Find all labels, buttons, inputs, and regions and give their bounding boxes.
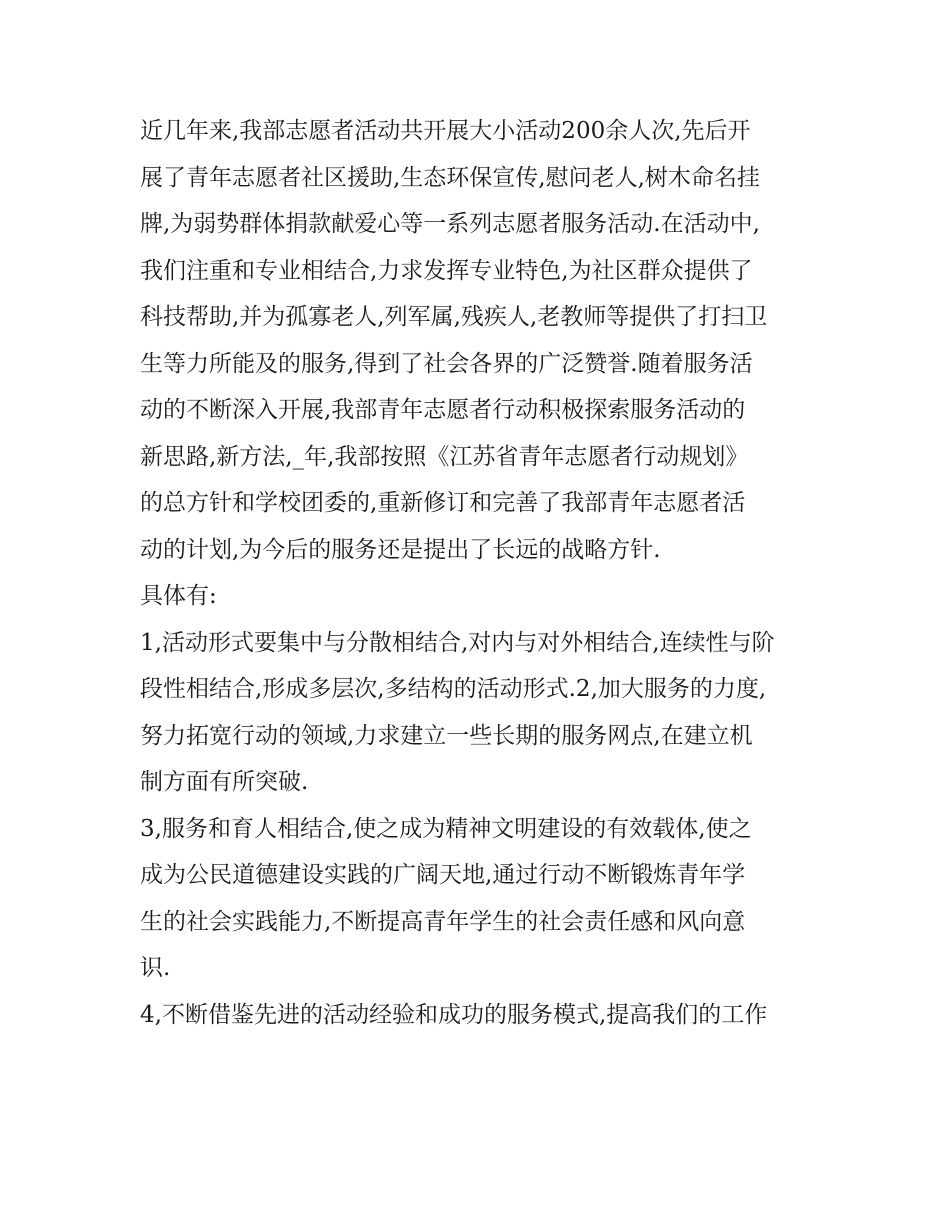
text-line: 生等力所能及的服务,得到了社会各界的广泛赞誉.随着服务活 bbox=[140, 350, 753, 377]
list-item-line: 努力拓宽行动的领域,力求建立一些长期的服务网点,在建立机 bbox=[140, 722, 753, 749]
text-line: 的总方针和学校团委的,重新修订和完善了我部青年志愿者活 bbox=[140, 490, 746, 516]
list-item-line: 生的社会实践能力,不断提高青年学生的社会责任感和风向意 bbox=[140, 908, 746, 935]
text-line: 动的不断深入开展,我部青年志愿者行动积极探索服务活动的 bbox=[140, 397, 746, 423]
list-item-line: 成为公民道德建设实践的广阔天地,通过行动不断锻炼青年学 bbox=[140, 862, 746, 888]
list-item-line: 4,不断借鉴先进的活动经验和成功的服务模式,提高我们的工作 bbox=[140, 1001, 768, 1028]
text-line: 展了青年志愿者社区援助,生态环保宣传,慰问老人,树木命名挂 bbox=[140, 164, 760, 191]
text-line: 牌,为弱势群体捐款献爱心等一系列志愿者服务活动.在活动中, bbox=[140, 211, 760, 237]
list-intro-line: 具体有: bbox=[140, 583, 217, 609]
list-item-line: 段性相结合,形成多层次,多结构的活动形式.2,加大服务的力度, bbox=[140, 676, 767, 702]
text-line: 近几年来,我部志愿者活动共开展大小活动200余人次,先后开 bbox=[140, 118, 751, 144]
list-item-line: 3,服务和育人相结合,使之成为精神文明建设的有效载体,使之 bbox=[140, 815, 752, 842]
list-item-line: 识. bbox=[140, 955, 171, 981]
body-text bbox=[140, 108, 820, 1038]
list-item-line: 1,活动形式要集中与分散相结合,对内与对外相结合,连续性与阶 bbox=[140, 629, 775, 656]
text-line: 我们注重和专业相结合,力求发挥专业特色,为社区群众提供了 bbox=[140, 257, 753, 284]
text-line: 新思路,新方法,_年,我部按照《江苏省青年志愿者行动规划》 bbox=[140, 443, 749, 470]
text-line: 科技帮助,并为孤寡老人,列军属,残疾人,老教师等提供了打扫卫 bbox=[140, 304, 768, 330]
text-line: 动的计划,为今后的服务还是提出了长远的战略方针. bbox=[140, 536, 661, 563]
list-item-line: 制方面有所突破. bbox=[140, 769, 309, 795]
